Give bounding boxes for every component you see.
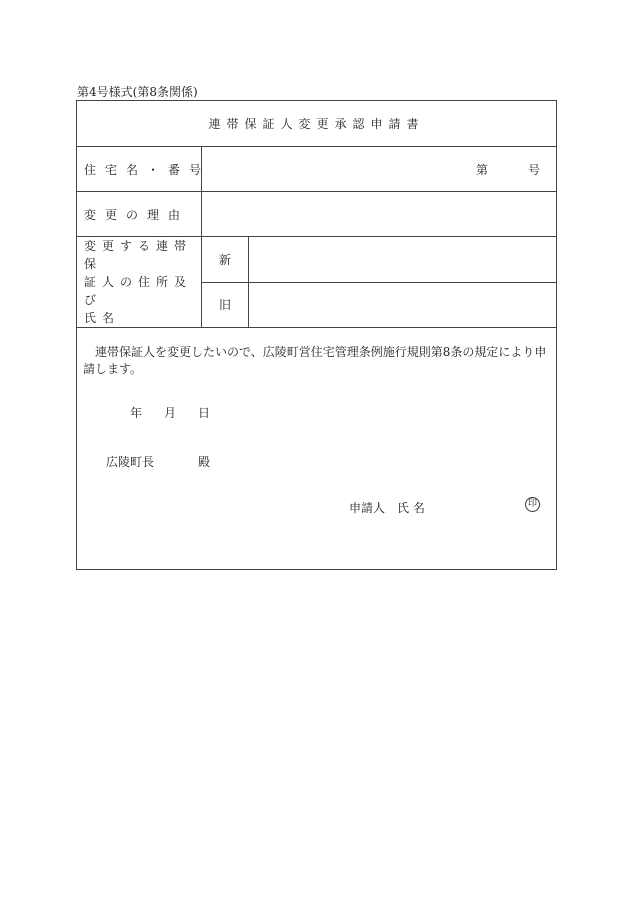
guarantor-address-name-label [77,237,202,328]
addressee-name: 広陵町長 [106,455,155,469]
date-month: 月 [164,406,177,420]
new-guarantor-field[interactable] [249,237,557,283]
guarantor-label-line: 氏名 [84,311,121,325]
form-title: 連帯保証人変更承認申請書 [77,101,557,147]
number-suffix: 号 [528,162,541,177]
addressee [106,453,210,470]
seal-icon: 印 [525,497,540,512]
application-statement: 連帯保証人を変更したいので、広陵町営住宅管理条例施行規則第8条の規定により申請します。 [83,345,547,376]
applicant-label: 申請人 [349,501,386,515]
date-day: 日 [198,406,211,420]
applicant-signature[interactable] [349,499,425,516]
change-reason-label: 変更の理由 [77,192,202,237]
old-guarantor-field[interactable] [249,282,557,328]
housing-name-label: 住宅名・番号 [77,147,202,192]
guarantor-label-line: 証人の住所及び [84,275,193,307]
applicant-name-label: 氏 名 [397,501,425,515]
form-number: 第4号様式(第8条関係) [77,85,198,99]
number-prefix: 第 [476,162,489,177]
change-reason-field[interactable] [202,192,557,237]
application-body [77,328,557,570]
housing-number-field[interactable] [202,147,557,192]
application-form-table [76,100,557,570]
guarantor-label-line: 変更する連帯保 [84,239,193,271]
honorific: 殿 [198,455,211,469]
new-guarantor-label: 新 [202,237,249,283]
old-guarantor-label: 旧 [202,282,249,328]
application-date[interactable] [130,404,232,421]
date-year: 年 [130,406,143,420]
